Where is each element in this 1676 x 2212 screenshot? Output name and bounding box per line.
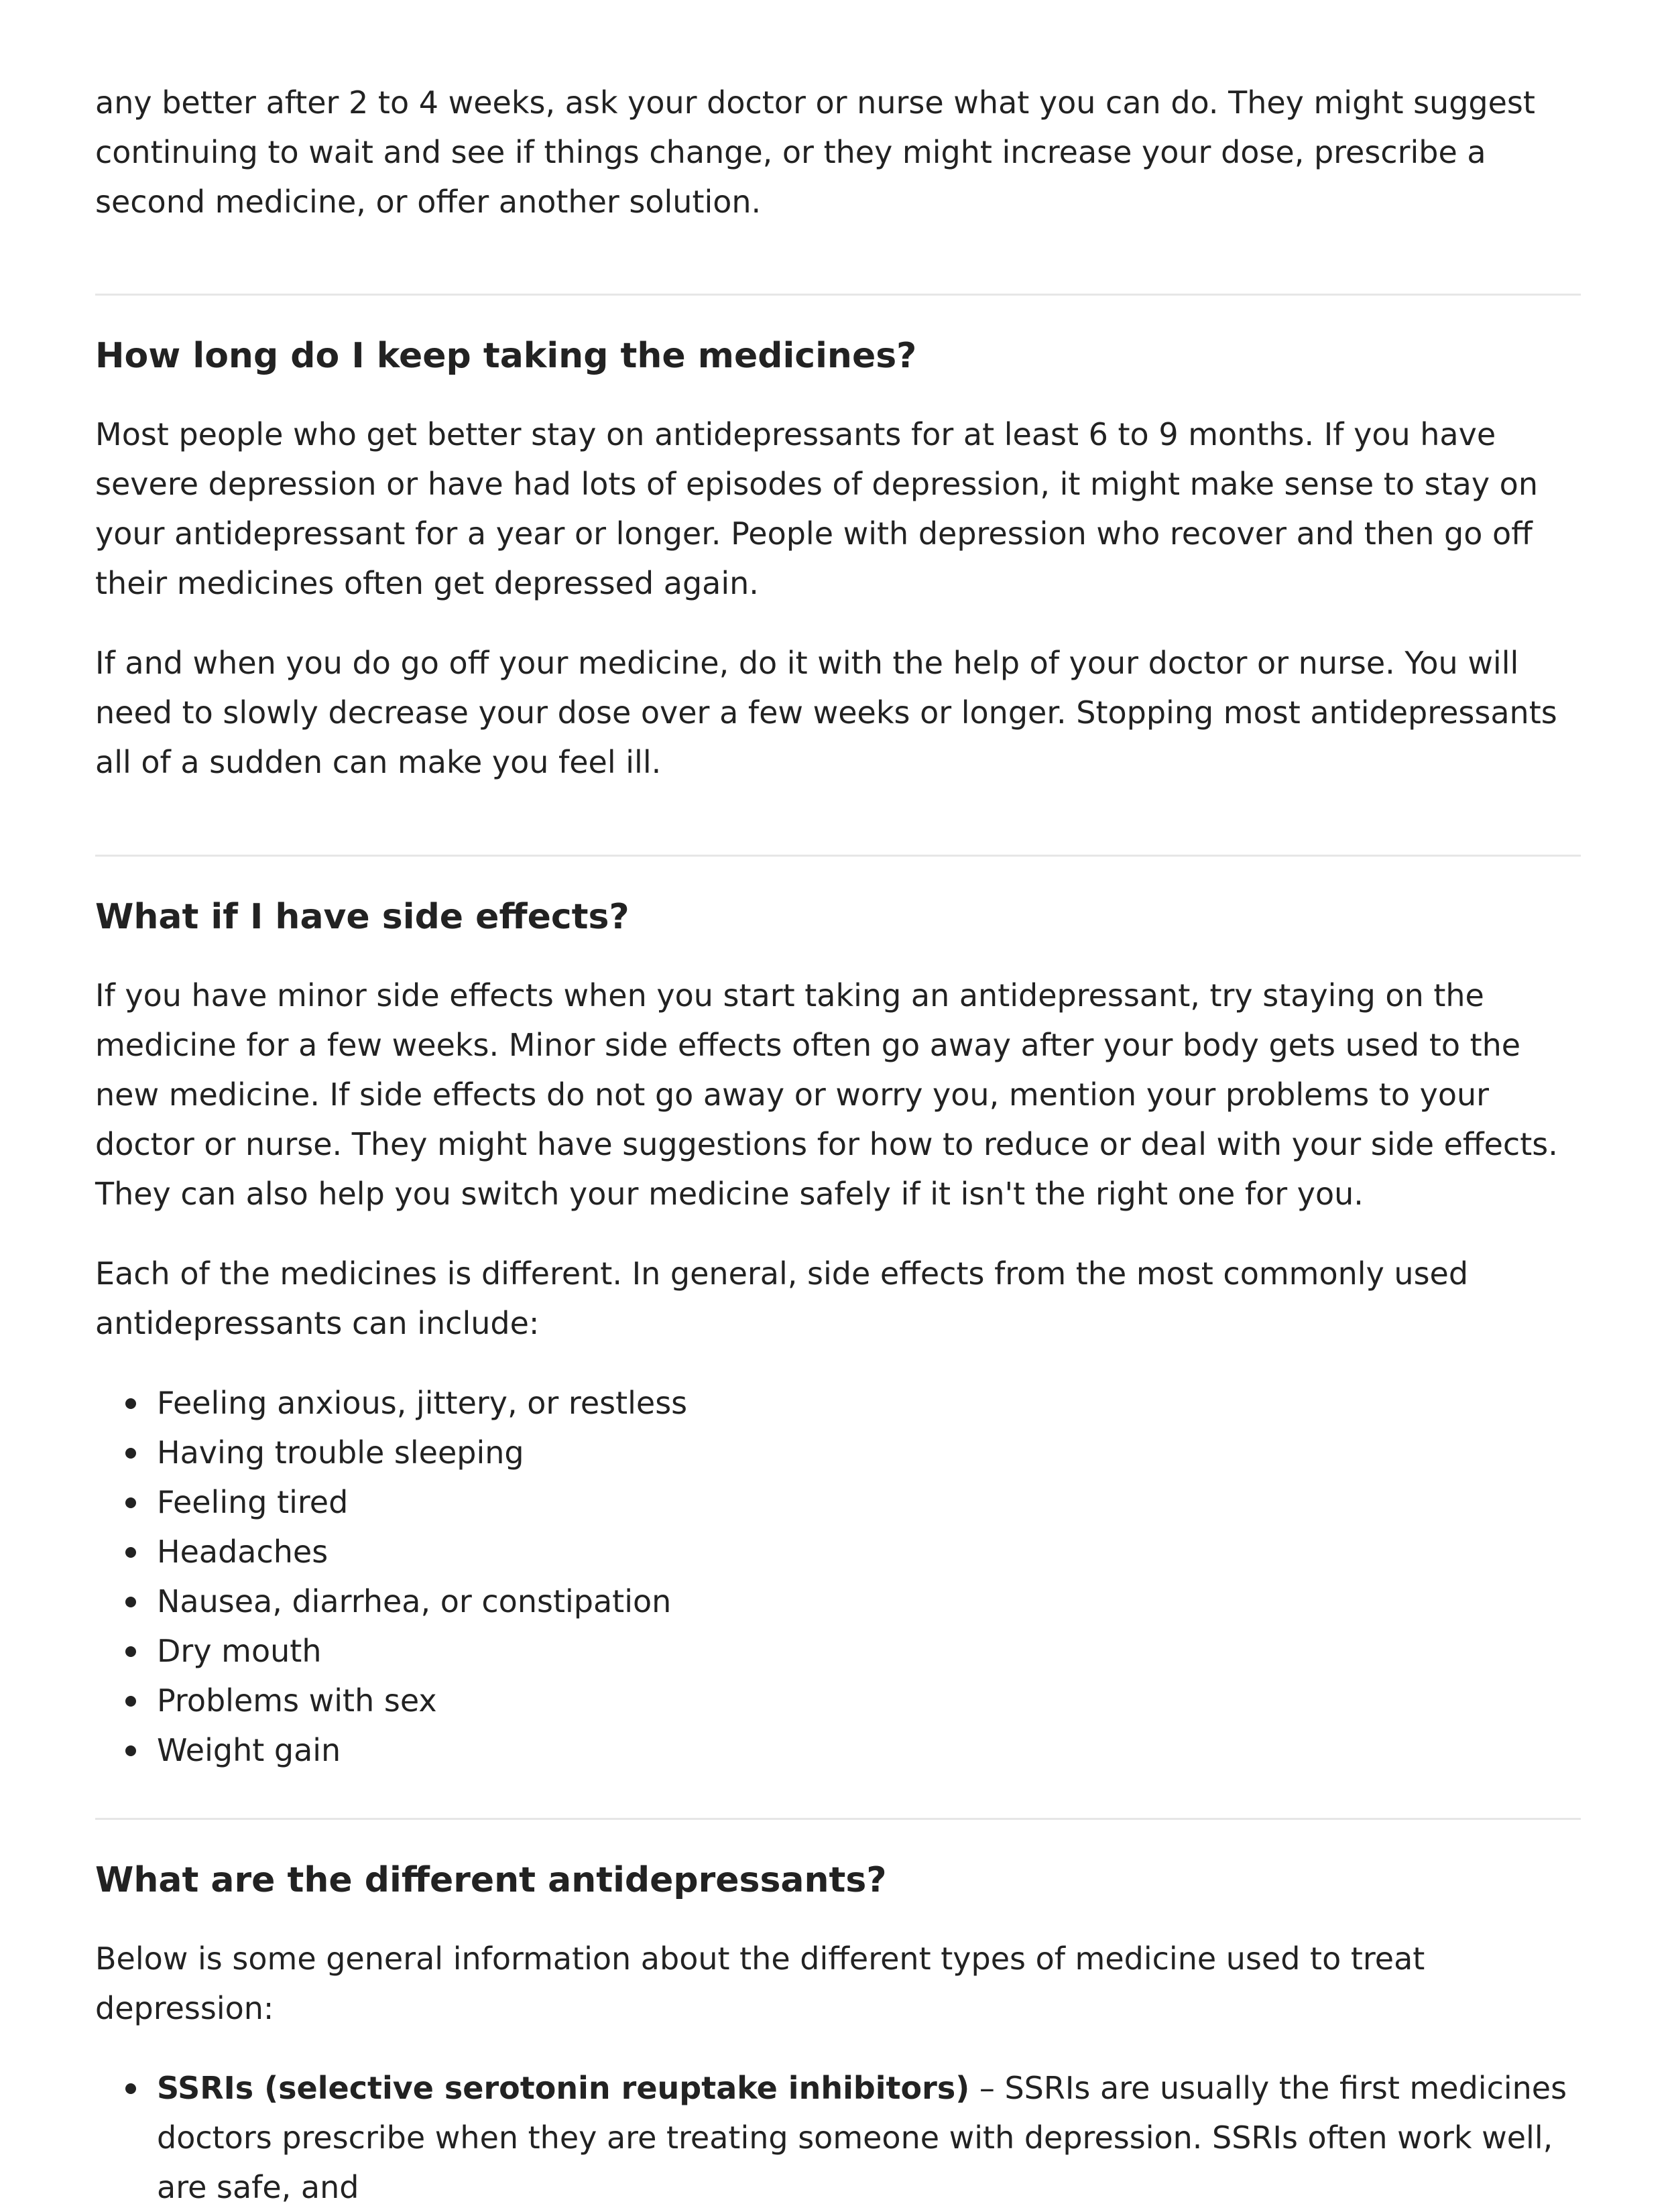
- heading-different-antidepressants: What are the different antidepressants?: [95, 1860, 887, 1900]
- side-effects-paragraph-1: If you have minor side effects when you start taking an antidepressant, try staying on the medicine for a few weeks. Minor side effects often go away after your body gets used to the new medicine. If side effects do not go away or worry you, mention your problems to your doctor or nurse. They might have suggestions for how to reduce or deal with your side effects. They can also help you switch your medicine safely if it isn't the right one for you.: [95, 977, 1558, 1212]
- list-item: Nausea, diarrhea, or constipation: [95, 1577, 1581, 1626]
- different-paragraph-1: Below is some general information about the different types of medicine used to treat depression:: [95, 1941, 1425, 2026]
- antidepressant-types-list: [95, 2063, 1581, 2212]
- article-body: [95, 0, 1581, 2212]
- bullet-icon: [125, 1696, 136, 1707]
- list-item: Problems with sex: [95, 1676, 1581, 1725]
- heading-side-effects: What if I have side effects?: [95, 897, 630, 937]
- list-item: Headaches: [95, 1527, 1581, 1577]
- list-item: Dry mouth: [95, 1626, 1581, 1676]
- list-item: Feeling anxious, jittery, or restless: [95, 1378, 1581, 1428]
- bullet-icon: [125, 1597, 136, 1607]
- how-long-paragraph-2: If and when you do go off your medicine, do it with the help of your doctor or nurse. You will need to slowly decrease your dose over a few weeks or longer. Stopping most antidepressants all of a sudden can make you feel ill.: [95, 645, 1557, 780]
- section-divider: [95, 1818, 1581, 1820]
- intro-paragraph: any better after 2 to 4 weeks, ask your doctor or nurse what you can do. They might suggest continuing to wait and see if things change, or they might increase your dose, prescribe a second medicine, or offer another solution.: [95, 84, 1535, 220]
- side-effects-list: [95, 1378, 1581, 1775]
- bullet-icon: [125, 1547, 136, 1558]
- section-divider: [95, 855, 1581, 857]
- section-divider: [95, 294, 1581, 296]
- bullet-icon: [125, 1497, 136, 1508]
- list-item: Weight gain: [95, 1725, 1581, 1775]
- side-effects-paragraph-2: Each of the medicines is different. In general, side effects from the most commonly used antidepressants can include:: [95, 1255, 1469, 1341]
- bullet-icon: [125, 1646, 136, 1657]
- list-item: Having trouble sleeping: [95, 1428, 1581, 1477]
- drug-class-description: – SSRIs are usually the first medicines doctors prescribe when they are treating someone with depression. SSRIs often work well, are safe, and: [157, 2070, 1567, 2205]
- heading-how-long: How long do I keep taking the medicines?: [95, 336, 917, 376]
- bullet-icon: [125, 1745, 136, 1756]
- bullet-icon: [125, 1398, 136, 1409]
- bullet-icon: [125, 2083, 136, 2094]
- list-item: [95, 2063, 1581, 2212]
- drug-class-name: SSRIs (selective serotonin reuptake inhibitors): [157, 2070, 970, 2106]
- bullet-icon: [125, 1448, 136, 1459]
- how-long-paragraph-1: Most people who get better stay on antidepressants for at least 6 to 9 months. If you have severe depression or have had lots of episodes of depression, it might make sense to stay on your antidepressant for a year or longer. People with depression who recover and then go off their medicines often get depressed again.: [95, 416, 1538, 601]
- list-item: Feeling tired: [95, 1477, 1581, 1527]
